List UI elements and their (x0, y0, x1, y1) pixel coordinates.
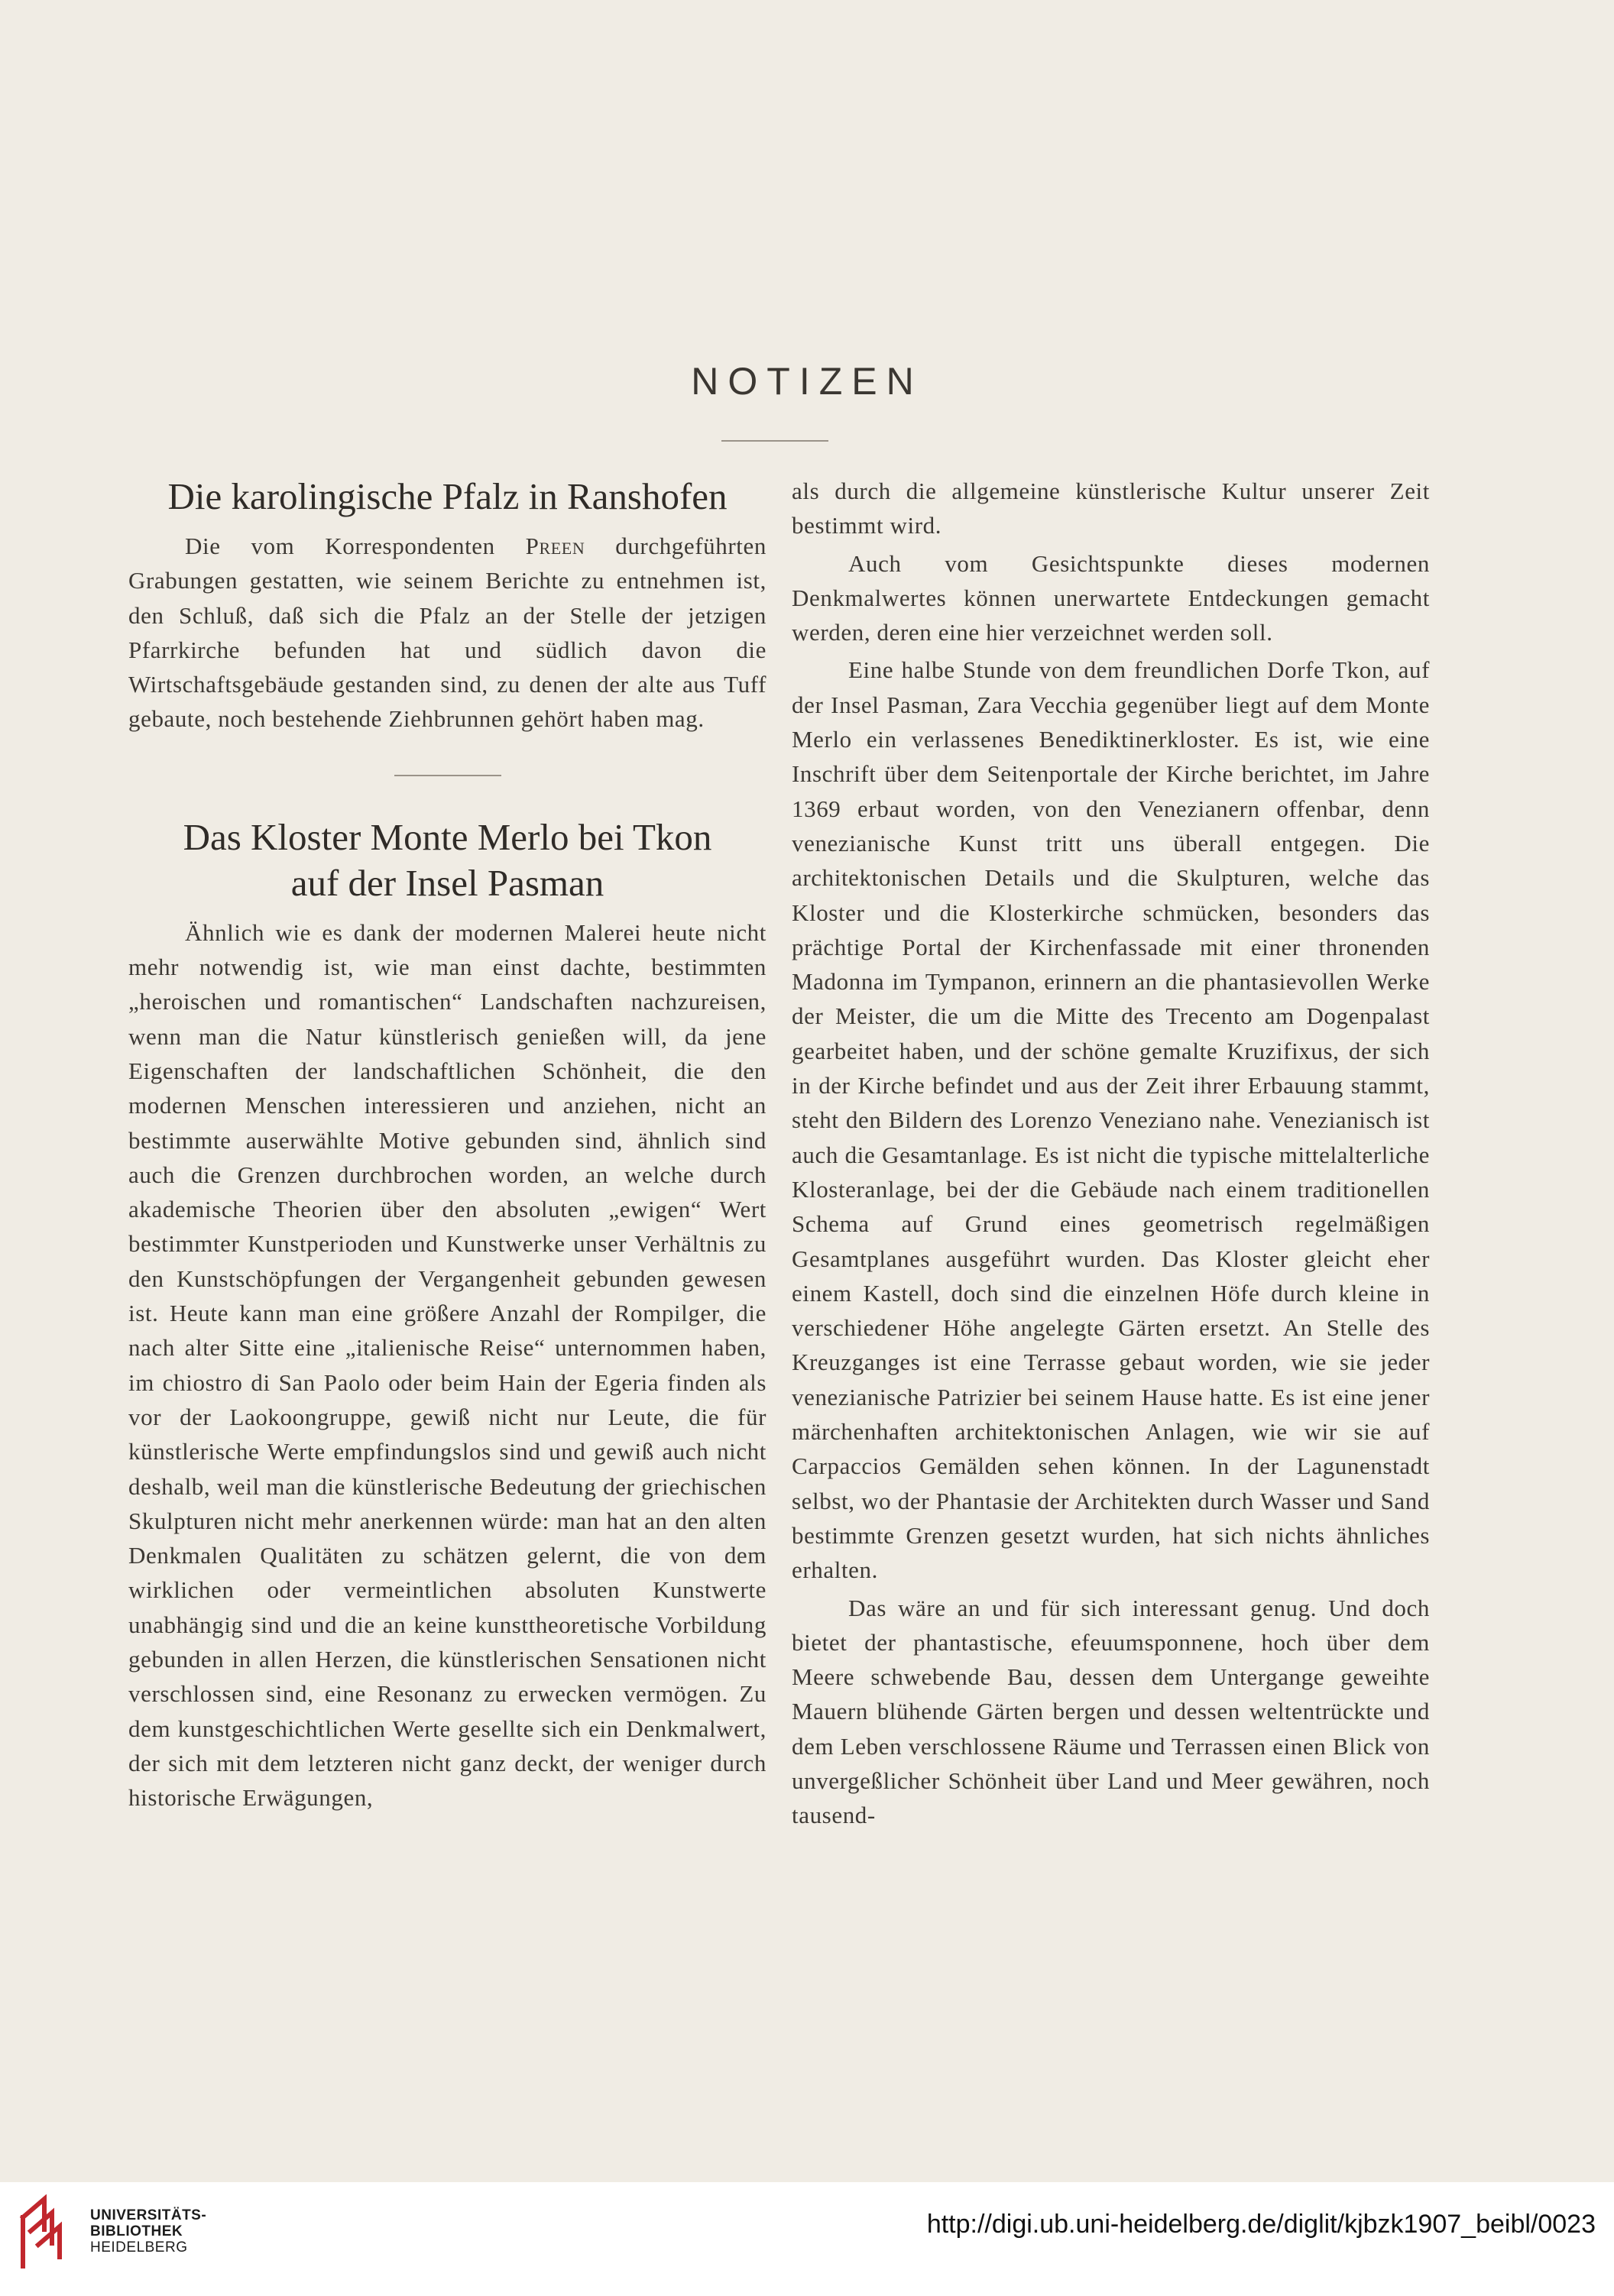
article2-paragraph-2: Auch vom Gesichtspunkte dieses modernen Denkmalwertes können unerwartete Entdeckungen gemacht werden, deren eine hier verzeichnet werden soll. (792, 549, 1430, 646)
source-url-link[interactable]: http://digi.ub.uni-heidelberg.de/diglit/kjbzk1907_beibl/0023 (926, 2210, 1596, 2239)
library-name-line2: BIBLIOTHEK (90, 2223, 183, 2239)
footer-bar (0, 2182, 1614, 2296)
article1-paragraph (128, 529, 766, 737)
library-name-line1: UNIVERSITÄTS- (90, 2207, 207, 2223)
article1-text-a: Die vom Korrespondenten (185, 533, 526, 559)
library-logo-icon (17, 2194, 75, 2271)
right-column (792, 474, 1430, 1833)
page-title: NOTIZEN (691, 360, 923, 403)
article2-title-line1: Das Kloster Monte Merlo bei Tkon (183, 815, 712, 858)
article1-title: Die karolingische Pfalz in Ranshofen (167, 475, 728, 517)
article2-title-line2: auf der Insel Pasman (290, 861, 604, 904)
library-name-line3: HEIDELBERG (90, 2239, 188, 2256)
left-column (128, 474, 766, 1815)
article2-paragraph-1-continued: als durch die allgemeine künstlerische Kultur unserer Zeit bestimmt wird. (792, 478, 1430, 539)
correspondent-name: Preen (525, 533, 585, 559)
article2-paragraph-4: Das wäre an und für sich interessant genug. Und doch bietet der phantastische, efeuumsponnene, hoch über dem Meere schwebende Bau, dessen dem Untergange geweihte Mauern blühende Gärten bergen und dessen weltentrückte und dem Leben verschlossene Räume und Terrassen einen Blick von unvergeßlicher Schönheit über Land und Meer gewähren, noch tausend- (792, 1594, 1430, 1829)
library-name (90, 2207, 206, 2256)
article2-paragraph-3: Eine halbe Stunde von dem freundlichen Dorfe Tkon, auf der Insel Pasman, Zara Vecchia gegenüber liegt auf dem Monte Merlo ein verlassenes Benediktinerkloster. Es ist, wie eine Inschrift über dem Seitenportale der Kirche berichtet, im Jahre 1369 erbaut worden, von den Venezianern offenbar, denn venezianische Kunst tritt uns überall entgegen. Die architektonischen Details und die Skulpturen, welche das Kloster und die Klosterkirche schmücken, besonders das prächtige Portal der Kirchenfassade mit einer thronenden Madonna im Tympanon, erinnern an die phantasievollen Werke der Meister, die um die Mitte des Trecento am Dogenpalast gearbeitet haben, und der schöne gemalte Kruzifixus, der sich in der Kirche befindet und aus der Zeit ihrer Erbauung stammt, steht den Bildern des Lorenzo Veneziano nahe. Venezianisch ist auch die Gesamtanlage. Es ist nicht die typische mittelalterliche Klosteranlage, bei der die Gebäude nach einem traditionellen Schema auf Grund eines geometrisch regelmäßigen Gesamtplanes ausgeführt wurden. Das Kloster gleicht eher einem Kastell, doch sind die einzelnen Höfe durch kleine in verschiedener Höhe angelegte Gärten ersetzt. An Stelle des Kreuzganges ist eine Terrasse gebaut worden, wie sie jeder venezianische Patrizier bei seinem Hause hatte. Es ist eine jener märchenhaften architektonischen Anlagen, wie wir sie auf Carpaccios Gemälden sehen können. In der Lagunenstadt selbst, wo der Phantasie der Architekten durch Wasser und Sand bestimmte Grenzen gesetzt wurden, hat sich nichts ähnliches erhalten. (792, 656, 1430, 1584)
section-divider (394, 775, 501, 776)
article1-text-b: durchgeführten Grabungen gestatten, wie seinem Berichte zu entnehmen ist, den Schluß, daß sich die Pfalz an der Stelle der jetzigen Pfarrkirche befunden hat und südlich davon die Wirtschaftsgebäude gestanden sind, zu denen der alte aus Tuff gebaute, noch bestehende Ziehbrunnen gehört haben mag. (128, 533, 766, 733)
title-divider (721, 440, 828, 442)
article2-paragraph-1: Ähnlich wie es dank der modernen Malerei heute nicht mehr notwendig ist, wie man einst dachte, bestimmten „heroischen und romantischen“ Landschaften nachzureisen, wenn man die Natur künstlerisch genießen will, da jene Eigenschaften der landschaftlichen Schönheit, die den modernen Menschen interessieren und anziehen, nicht an bestimmte auserwählte Motive gebunden sind, ähnlich sind auch die Grenzen durchbrochen worden, an welche durch akademische Theorien über den absoluten „ewigen“ Wert bestimmter Kunstperioden und Kunstwerke unser Verhältnis zu den Kunstschöpfungen der Vergangenheit gebunden gewesen ist. Heute kann man eine größere Anzahl der Rompilger, die nach alter Sitte eine „italienische Reise“ unternommen haben, im chiostro di San Paolo oder beim Hain der Egeria finden als vor der Laokoongruppe, gewiß nicht nur Leute, die für künstlerische Werte empfindungslos sind und gewiß auch nicht deshalb, weil man die künstlerische Bedeutung der griechischen Skulpturen nicht mehr anerkennen würde: man hat an den alten Denkmalen Qualitäten zu schätzen gelernt, die von dem wirklichen oder vermeintlichen absoluten Kunstwerte unabhängig sind und die an keine kunsttheoretische Vorbildung gebunden in allen Herzen, die künstlerischen Sensationen nicht verschlossen sind, eine Resonanz zu erwecken vermögen. Zu dem kunstgeschichtlichen Werte gesellte sich ein Denkmalwert, der sich mit dem letzteren nicht ganz deckt, der weniger durch historische Erwägungen, (128, 918, 766, 1812)
